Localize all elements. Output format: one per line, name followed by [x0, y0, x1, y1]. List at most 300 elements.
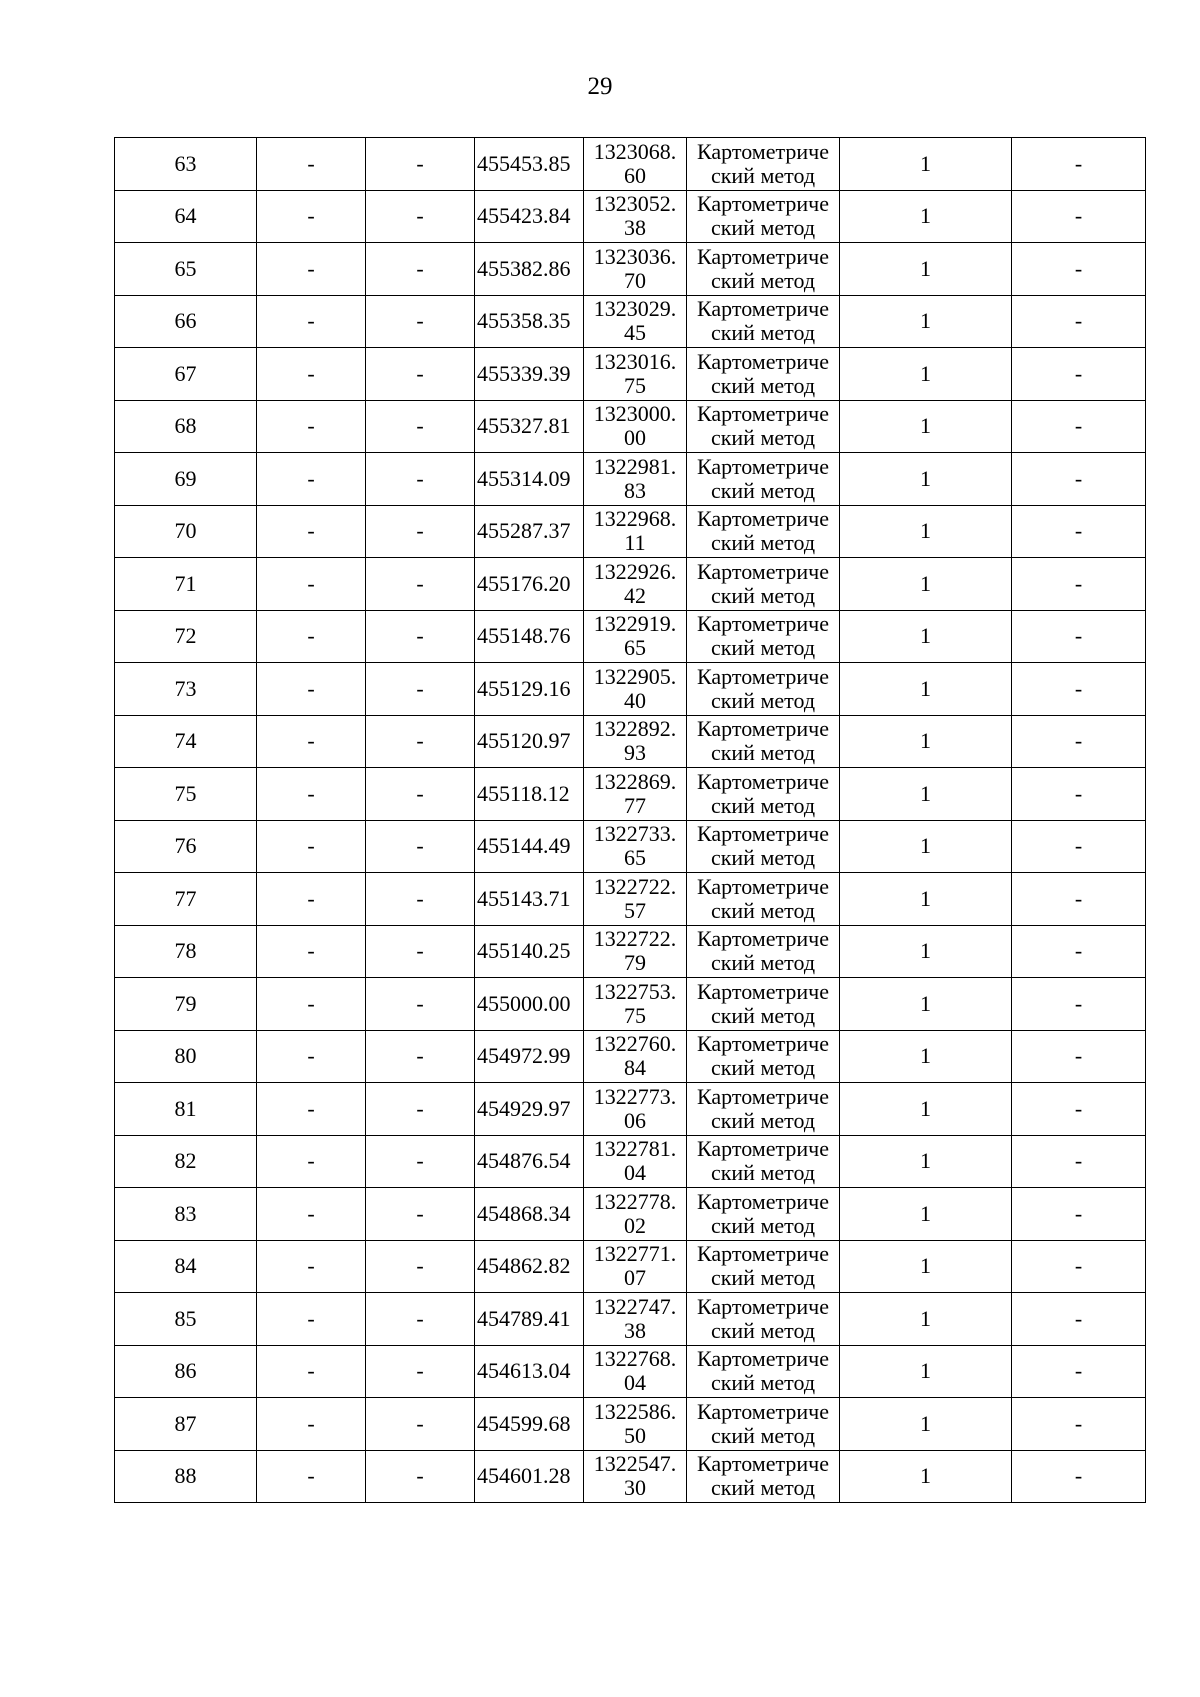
method-cell-line-1: Картометриче: [697, 716, 829, 742]
y-coordinate-cell-line-2: 93: [624, 740, 646, 766]
y-coordinate-cell-line-1: 1322753.: [593, 978, 677, 1004]
x-coordinate-cell: 454613.04: [475, 1345, 584, 1398]
dash-cell: -: [257, 1188, 366, 1241]
dash-cell: -: [1012, 505, 1146, 558]
point-number-cell: 77: [115, 873, 257, 926]
table-row: [115, 1135, 1146, 1188]
dash-cell: -: [1012, 978, 1146, 1031]
point-number-cell: 67: [115, 348, 257, 401]
y-coordinate-cell-line-2: 75: [624, 1002, 646, 1028]
y-coordinate-cell: [584, 505, 687, 558]
dash-cell: -: [257, 295, 366, 348]
accuracy-cell: 1: [840, 1398, 1012, 1451]
method-cell: [687, 1083, 840, 1136]
dash-cell: -: [1012, 663, 1146, 716]
table-row: [115, 820, 1146, 873]
y-coordinate-cell-line-1: 1322919.: [593, 611, 677, 637]
method-cell-line-2: ский метод: [710, 1212, 816, 1238]
dash-cell: -: [366, 505, 475, 558]
y-coordinate-cell-line-2: 30: [624, 1475, 646, 1501]
dash-cell: -: [366, 295, 475, 348]
point-number-cell: 66: [115, 295, 257, 348]
dash-cell: -: [366, 138, 475, 191]
y-coordinate-cell: [584, 1450, 687, 1503]
method-cell: [687, 610, 840, 663]
method-cell: [687, 1030, 840, 1083]
dash-cell: -: [366, 348, 475, 401]
method-cell-line-2: ский метод: [710, 425, 816, 451]
method-cell-line-1: Картометриче: [697, 453, 829, 479]
dash-cell: -: [1012, 925, 1146, 978]
method-cell: [687, 243, 840, 296]
y-coordinate-cell-line-1: 1322968.: [593, 506, 677, 532]
table-row: [115, 1188, 1146, 1241]
method-cell-line-2: ский метод: [710, 1107, 816, 1133]
method-cell: [687, 453, 840, 506]
y-coordinate-cell: [584, 400, 687, 453]
y-coordinate-cell: [584, 243, 687, 296]
accuracy-cell: 1: [840, 1188, 1012, 1241]
y-coordinate-cell: [584, 925, 687, 978]
accuracy-cell: 1: [840, 1450, 1012, 1503]
method-cell-line-1: Картометриче: [697, 348, 829, 374]
y-coordinate-cell: [584, 295, 687, 348]
y-coordinate-cell-line-1: 1322747.: [593, 1293, 677, 1319]
table-body: [115, 138, 1146, 1503]
x-coordinate-cell: 454929.97: [475, 1083, 584, 1136]
accuracy-cell: 1: [840, 820, 1012, 873]
y-coordinate-cell: [584, 1240, 687, 1293]
method-cell-line-2: ский метод: [710, 687, 816, 713]
x-coordinate-cell: 454601.28: [475, 1450, 584, 1503]
table-row: [115, 873, 1146, 926]
point-number-cell: 68: [115, 400, 257, 453]
table-row: [115, 1345, 1146, 1398]
method-cell: [687, 1398, 840, 1451]
accuracy-cell: 1: [840, 1083, 1012, 1136]
y-coordinate-cell-line-1: 1322892.: [593, 716, 677, 742]
accuracy-cell: 1: [840, 453, 1012, 506]
y-coordinate-cell-line-2: 57: [624, 897, 646, 923]
dash-cell: -: [1012, 138, 1146, 191]
x-coordinate-cell: 454972.99: [475, 1030, 584, 1083]
method-cell: [687, 768, 840, 821]
table-row: [115, 1083, 1146, 1136]
accuracy-cell: 1: [840, 348, 1012, 401]
point-number-cell: 84: [115, 1240, 257, 1293]
dash-cell: -: [1012, 1135, 1146, 1188]
table-row: [115, 1398, 1146, 1451]
point-number-cell: 85: [115, 1293, 257, 1346]
dash-cell: -: [257, 1135, 366, 1188]
dash-cell: -: [257, 1293, 366, 1346]
method-cell-line-2: ский метод: [710, 792, 816, 818]
method-cell: [687, 663, 840, 716]
method-cell-line-1: Картометриче: [697, 1083, 829, 1109]
method-cell: [687, 1450, 840, 1503]
point-number-cell: 76: [115, 820, 257, 873]
point-number-cell: 88: [115, 1450, 257, 1503]
y-coordinate-cell: [584, 1345, 687, 1398]
accuracy-cell: 1: [840, 610, 1012, 663]
y-coordinate-cell-line-1: 1322981.: [593, 453, 677, 479]
method-cell: [687, 295, 840, 348]
dash-cell: -: [1012, 400, 1146, 453]
y-coordinate-cell: [584, 715, 687, 768]
y-coordinate-cell: [584, 190, 687, 243]
accuracy-cell: 1: [840, 295, 1012, 348]
y-coordinate-cell-line-2: 00: [624, 425, 646, 451]
dash-cell: -: [1012, 1188, 1146, 1241]
dash-cell: -: [257, 400, 366, 453]
y-coordinate-cell-line-2: 02: [624, 1212, 646, 1238]
dash-cell: -: [366, 610, 475, 663]
dash-cell: -: [257, 558, 366, 611]
dash-cell: -: [257, 663, 366, 716]
x-coordinate-cell: 455129.16: [475, 663, 584, 716]
accuracy-cell: 1: [840, 243, 1012, 296]
coordinates-table: [114, 137, 1146, 1503]
y-coordinate-cell-line-1: 1323016.: [593, 348, 677, 374]
table-row: [115, 400, 1146, 453]
point-number-cell: 73: [115, 663, 257, 716]
x-coordinate-cell: 455327.81: [475, 400, 584, 453]
y-coordinate-cell-line-2: 75: [624, 372, 646, 398]
method-cell-line-2: ский метод: [710, 1002, 816, 1028]
y-coordinate-cell-line-1: 1322869.: [593, 768, 677, 794]
point-number-cell: 79: [115, 978, 257, 1031]
point-number-cell: 63: [115, 138, 257, 191]
x-coordinate-cell: 455339.39: [475, 348, 584, 401]
method-cell-line-1: Картометриче: [697, 138, 829, 164]
accuracy-cell: 1: [840, 190, 1012, 243]
method-cell-line-2: ский метод: [710, 477, 816, 503]
dash-cell: -: [257, 610, 366, 663]
dash-cell: -: [366, 453, 475, 506]
method-cell-line-2: ский метод: [710, 845, 816, 871]
dash-cell: -: [366, 1083, 475, 1136]
y-coordinate-cell-line-2: 84: [624, 1055, 646, 1081]
method-cell-line-1: Картометриче: [697, 768, 829, 794]
method-cell-line-2: ский метод: [710, 372, 816, 398]
dash-cell: -: [257, 1345, 366, 1398]
x-coordinate-cell: 455176.20: [475, 558, 584, 611]
method-cell: [687, 1293, 840, 1346]
dash-cell: -: [257, 715, 366, 768]
accuracy-cell: 1: [840, 558, 1012, 611]
table-row: [115, 453, 1146, 506]
method-cell: [687, 138, 840, 191]
dash-cell: -: [366, 190, 475, 243]
x-coordinate-cell: 455143.71: [475, 873, 584, 926]
method-cell-line-2: ский метод: [710, 897, 816, 923]
x-coordinate-cell: 454599.68: [475, 1398, 584, 1451]
method-cell-line-2: ский метод: [710, 1317, 816, 1343]
y-coordinate-cell: [584, 348, 687, 401]
dash-cell: -: [366, 243, 475, 296]
point-number-cell: 75: [115, 768, 257, 821]
method-cell-line-1: Картометриче: [697, 611, 829, 637]
method-cell-line-1: Картометриче: [697, 663, 829, 689]
table-row: [115, 190, 1146, 243]
method-cell-line-1: Картометриче: [697, 1293, 829, 1319]
method-cell-line-1: Картометриче: [697, 1346, 829, 1372]
y-coordinate-cell: [584, 138, 687, 191]
y-coordinate-cell-line-1: 1322905.: [593, 663, 677, 689]
method-cell: [687, 820, 840, 873]
y-coordinate-cell-line-1: 1323068.: [593, 138, 677, 164]
point-number-cell: 70: [115, 505, 257, 558]
y-coordinate-cell-line-2: 38: [624, 1317, 646, 1343]
x-coordinate-cell: 455287.37: [475, 505, 584, 558]
dash-cell: -: [257, 505, 366, 558]
x-coordinate-cell: 454789.41: [475, 1293, 584, 1346]
dash-cell: -: [366, 768, 475, 821]
method-cell: [687, 400, 840, 453]
dash-cell: -: [366, 1398, 475, 1451]
table-row: [115, 295, 1146, 348]
method-cell-line-1: Картометриче: [697, 821, 829, 847]
dash-cell: -: [257, 768, 366, 821]
dash-cell: -: [366, 1188, 475, 1241]
method-cell: [687, 715, 840, 768]
table-row: [115, 505, 1146, 558]
method-cell-line-2: ский метод: [710, 320, 816, 346]
y-coordinate-cell-line-1: 1322547.: [593, 1451, 677, 1477]
x-coordinate-cell: 454876.54: [475, 1135, 584, 1188]
dash-cell: -: [366, 1240, 475, 1293]
y-coordinate-cell-line-2: 42: [624, 582, 646, 608]
dash-cell: -: [1012, 768, 1146, 821]
dash-cell: -: [366, 558, 475, 611]
x-coordinate-cell: 455120.97: [475, 715, 584, 768]
method-cell-line-2: ский метод: [710, 582, 816, 608]
method-cell-line-2: ский метод: [710, 1265, 816, 1291]
table-row: [115, 243, 1146, 296]
dash-cell: -: [257, 1030, 366, 1083]
dash-cell: -: [366, 663, 475, 716]
table-row: [115, 925, 1146, 978]
method-cell: [687, 925, 840, 978]
y-coordinate-cell-line-2: 07: [624, 1265, 646, 1291]
dash-cell: -: [257, 1398, 366, 1451]
accuracy-cell: 1: [840, 1293, 1012, 1346]
accuracy-cell: 1: [840, 715, 1012, 768]
method-cell: [687, 1240, 840, 1293]
method-cell: [687, 1345, 840, 1398]
dash-cell: -: [366, 978, 475, 1031]
y-coordinate-cell-line-1: 1322722.: [593, 926, 677, 952]
accuracy-cell: 1: [840, 505, 1012, 558]
method-cell-line-1: Картометриче: [697, 401, 829, 427]
y-coordinate-cell: [584, 978, 687, 1031]
point-number-cell: 80: [115, 1030, 257, 1083]
y-coordinate-cell: [584, 1135, 687, 1188]
dash-cell: -: [1012, 243, 1146, 296]
table-row: [115, 1030, 1146, 1083]
method-cell-line-1: Картометриче: [697, 243, 829, 269]
dash-cell: -: [1012, 348, 1146, 401]
dash-cell: -: [366, 820, 475, 873]
y-coordinate-cell-line-2: 65: [624, 635, 646, 661]
method-cell-line-1: Картометриче: [697, 873, 829, 899]
y-coordinate-cell-line-1: 1322781.: [593, 1136, 677, 1162]
dash-cell: -: [257, 453, 366, 506]
y-coordinate-cell: [584, 1083, 687, 1136]
accuracy-cell: 1: [840, 663, 1012, 716]
dash-cell: -: [257, 925, 366, 978]
accuracy-cell: 1: [840, 768, 1012, 821]
dash-cell: -: [1012, 1083, 1146, 1136]
x-coordinate-cell: 455000.00: [475, 978, 584, 1031]
y-coordinate-cell-line-1: 1322926.: [593, 558, 677, 584]
point-number-cell: 78: [115, 925, 257, 978]
dash-cell: -: [1012, 295, 1146, 348]
y-coordinate-cell-line-2: 70: [624, 267, 646, 293]
dash-cell: -: [366, 925, 475, 978]
y-coordinate-cell-line-1: 1323036.: [593, 243, 677, 269]
accuracy-cell: 1: [840, 138, 1012, 191]
dash-cell: -: [366, 400, 475, 453]
point-number-cell: 64: [115, 190, 257, 243]
dash-cell: -: [366, 873, 475, 926]
dash-cell: -: [257, 820, 366, 873]
point-number-cell: 69: [115, 453, 257, 506]
x-coordinate-cell: 455358.35: [475, 295, 584, 348]
method-cell: [687, 505, 840, 558]
point-number-cell: 82: [115, 1135, 257, 1188]
method-cell-line-1: Картометриче: [697, 506, 829, 532]
y-coordinate-cell-line-1: 1323000.: [593, 401, 677, 427]
method-cell-line-2: ский метод: [710, 1160, 816, 1186]
y-coordinate-cell-line-2: 77: [624, 792, 646, 818]
table-row: [115, 558, 1146, 611]
y-coordinate-cell-line-2: 38: [624, 215, 646, 241]
method-cell-line-2: ский метод: [710, 1422, 816, 1448]
dash-cell: -: [1012, 190, 1146, 243]
y-coordinate-cell-line-1: 1323029.: [593, 296, 677, 322]
dash-cell: -: [366, 1293, 475, 1346]
method-cell-line-1: Картометриче: [697, 1136, 829, 1162]
y-coordinate-cell: [584, 820, 687, 873]
method-cell-line-2: ский метод: [710, 162, 816, 188]
table-row: [115, 1240, 1146, 1293]
x-coordinate-cell: 455144.49: [475, 820, 584, 873]
dash-cell: -: [1012, 1293, 1146, 1346]
x-coordinate-cell: 454868.34: [475, 1188, 584, 1241]
y-coordinate-cell: [584, 1188, 687, 1241]
y-coordinate-cell-line-2: 45: [624, 320, 646, 346]
y-coordinate-cell-line-2: 60: [624, 162, 646, 188]
dash-cell: -: [257, 978, 366, 1031]
table-row: [115, 978, 1146, 1031]
dash-cell: -: [1012, 1450, 1146, 1503]
dash-cell: -: [366, 1030, 475, 1083]
method-cell-line-2: ский метод: [710, 950, 816, 976]
accuracy-cell: 1: [840, 925, 1012, 978]
method-cell: [687, 1188, 840, 1241]
point-number-cell: 74: [115, 715, 257, 768]
accuracy-cell: 1: [840, 978, 1012, 1031]
dash-cell: -: [1012, 820, 1146, 873]
x-coordinate-cell: 455382.86: [475, 243, 584, 296]
y-coordinate-cell-line-1: 1323052.: [593, 191, 677, 217]
x-coordinate-cell: 455423.84: [475, 190, 584, 243]
dash-cell: -: [257, 348, 366, 401]
method-cell-line-2: ский метод: [710, 215, 816, 241]
accuracy-cell: 1: [840, 400, 1012, 453]
dash-cell: -: [257, 873, 366, 926]
method-cell-line-1: Картометриче: [697, 1241, 829, 1267]
y-coordinate-cell-line-2: 50: [624, 1422, 646, 1448]
table-row: [115, 1293, 1146, 1346]
accuracy-cell: 1: [840, 873, 1012, 926]
x-coordinate-cell: 454862.82: [475, 1240, 584, 1293]
point-number-cell: 71: [115, 558, 257, 611]
method-cell-line-1: Картометриче: [697, 978, 829, 1004]
y-coordinate-cell-line-2: 79: [624, 950, 646, 976]
method-cell-line-1: Картометриче: [697, 191, 829, 217]
y-coordinate-cell: [584, 768, 687, 821]
y-coordinate-cell-line-2: 65: [624, 845, 646, 871]
y-coordinate-cell: [584, 558, 687, 611]
table-row: [115, 1450, 1146, 1503]
y-coordinate-cell-line-2: 04: [624, 1160, 646, 1186]
dash-cell: -: [1012, 558, 1146, 611]
dash-cell: -: [257, 1083, 366, 1136]
accuracy-cell: 1: [840, 1135, 1012, 1188]
y-coordinate-cell: [584, 663, 687, 716]
method-cell: [687, 873, 840, 926]
method-cell-line-2: ский метод: [710, 740, 816, 766]
y-coordinate-cell: [584, 610, 687, 663]
y-coordinate-cell-line-2: 04: [624, 1370, 646, 1396]
method-cell-line-1: Картометриче: [697, 1188, 829, 1214]
point-number-cell: 83: [115, 1188, 257, 1241]
y-coordinate-cell-line-1: 1322733.: [593, 821, 677, 847]
dash-cell: -: [257, 243, 366, 296]
dash-cell: -: [1012, 1030, 1146, 1083]
point-number-cell: 87: [115, 1398, 257, 1451]
point-number-cell: 86: [115, 1345, 257, 1398]
y-coordinate-cell-line-1: 1322778.: [593, 1188, 677, 1214]
page-number: 29: [587, 73, 613, 100]
method-cell-line-2: ский метод: [710, 530, 816, 556]
point-number-cell: 72: [115, 610, 257, 663]
dash-cell: -: [257, 1450, 366, 1503]
method-cell-line-1: Картометриче: [697, 926, 829, 952]
y-coordinate-cell: [584, 453, 687, 506]
dash-cell: -: [257, 138, 366, 191]
dash-cell: -: [366, 715, 475, 768]
accuracy-cell: 1: [840, 1030, 1012, 1083]
method-cell-line-2: ский метод: [710, 635, 816, 661]
dash-cell: -: [366, 1450, 475, 1503]
method-cell-line-2: ский метод: [710, 1475, 816, 1501]
y-coordinate-cell-line-2: 06: [624, 1107, 646, 1133]
point-number-cell: 81: [115, 1083, 257, 1136]
x-coordinate-cell: 455148.76: [475, 610, 584, 663]
table-row: [115, 348, 1146, 401]
dash-cell: -: [1012, 1240, 1146, 1293]
method-cell-line-2: ский метод: [710, 1055, 816, 1081]
x-coordinate-cell: 455118.12: [475, 768, 584, 821]
method-cell-line-1: Картометриче: [697, 1398, 829, 1424]
dash-cell: -: [1012, 453, 1146, 506]
method-cell: [687, 348, 840, 401]
table-row: [115, 768, 1146, 821]
table-row: [115, 138, 1146, 191]
